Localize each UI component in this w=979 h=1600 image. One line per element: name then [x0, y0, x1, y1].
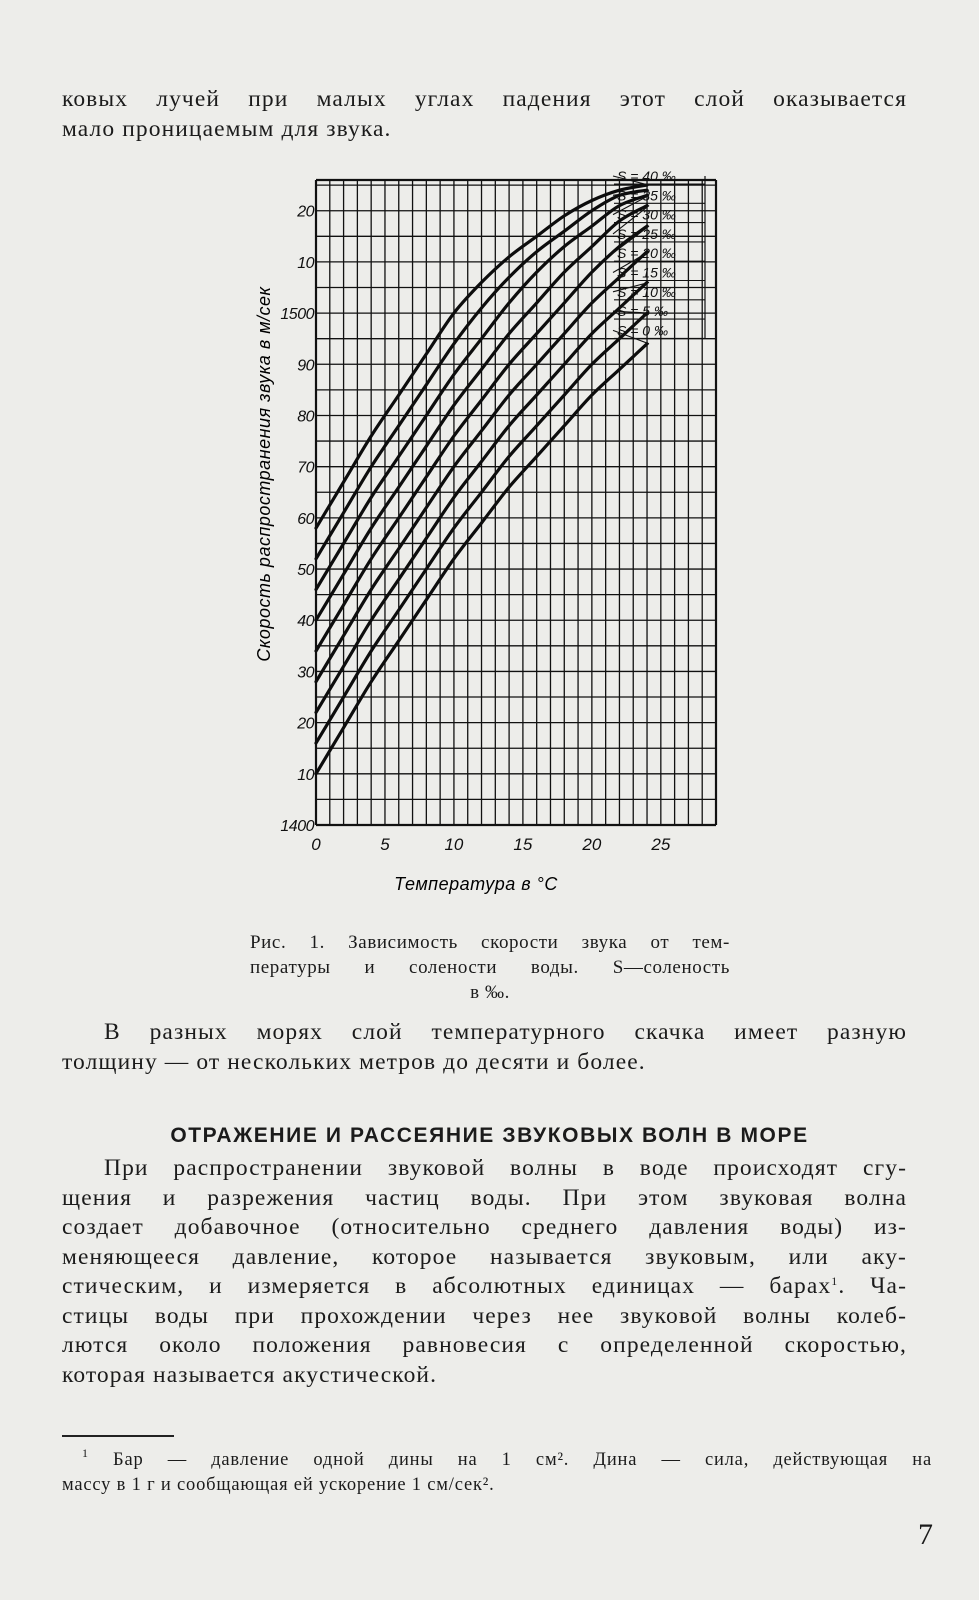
x-tick-label: 10	[444, 835, 464, 854]
y-tick-label: 10	[297, 766, 314, 784]
y-tick-label: 1400	[280, 818, 314, 835]
legend-label: S = 25 ‰	[617, 225, 676, 242]
figure-caption	[250, 930, 730, 1005]
footnote-text: Бар — давление одной дины на 1 см². Дина — сила, действующая на	[113, 1450, 932, 1470]
footnote	[62, 1448, 932, 1498]
y-tick-label: 50	[297, 562, 314, 580]
legend-label: S = 20 ‰	[617, 245, 676, 262]
text-line: меняющееся давление, которое называется звуковым, или аку-	[62, 1243, 907, 1270]
text-line-with-footnote	[62, 1272, 907, 1302]
legend-label: S = 40 ‰	[617, 168, 676, 184]
section-heading: ОТРАЖЕНИЕ И РАССЕЯНИЕ ЗВУКОВЫХ ВОЛН В МОРЕ	[170, 1124, 809, 1147]
text-line: ковых лучей при малых углах падения этот слой оказывается	[62, 86, 907, 112]
y-tick-label: 90	[297, 357, 314, 375]
caption-line: в ‰.	[470, 982, 510, 1003]
footnote-line: массу в 1 г и сообщающая ей ускорение 1 см/сек².	[62, 1475, 495, 1495]
x-tick-label: 20	[582, 835, 602, 854]
text-line: В разных морях слой температурного скачка имеет разную	[104, 1019, 907, 1045]
footnote-ref: 1	[831, 1274, 839, 1288]
legend-label: S = 30 ‰	[617, 206, 676, 223]
legend-label: S = 10 ‰	[617, 283, 676, 300]
legend-label: S = 35 ‰	[617, 187, 676, 204]
y-tick-label: 20	[297, 203, 314, 221]
footnote-divider	[62, 1435, 174, 1437]
legend-label: S = 5 ‰	[617, 303, 668, 320]
x-tick-label: 0	[311, 835, 321, 854]
y-tick-label: 40	[297, 613, 314, 631]
paragraph-3	[62, 1154, 907, 1390]
text-line: При распространении звуковой волны в воде происходят сгу-	[104, 1155, 907, 1181]
text-segment: . Ча-	[838, 1273, 907, 1299]
y-tick-label: 20	[297, 715, 314, 733]
text-line: создает добавочное (относительно среднего давления воды) из-	[62, 1214, 907, 1240]
footnote-line	[62, 1448, 932, 1473]
text-line: мало проницаемым для звука.	[62, 115, 392, 142]
footnote-marker: 1	[82, 1446, 89, 1460]
y-tick-label: 10	[297, 254, 314, 272]
paragraph-2	[62, 1018, 907, 1077]
legend-label: S = 15 ‰	[617, 264, 676, 281]
y-tick-label: 80	[297, 408, 314, 426]
legend-label: S = 0 ‰	[617, 322, 668, 339]
x-tick-label: 15	[513, 835, 533, 854]
y-axis-label: Скорость распространения звука в м/сек	[254, 286, 274, 662]
chart-legend	[613, 168, 705, 344]
text-segment: стическим, и измеряется в абсолютных единицах — барах	[62, 1273, 832, 1299]
text-line: лются около положения равновесия с определенной скоростью,	[62, 1332, 907, 1358]
y-tick-label: 70	[297, 459, 314, 477]
text-line: стицы воды при прохождении через нее звуковой волны колеб-	[62, 1302, 907, 1329]
x-tick-label: 25	[651, 835, 671, 854]
caption-line: Рис. 1. Зависимость скорости звука от тем-	[250, 932, 730, 953]
y-tick-label: 1500	[280, 306, 314, 324]
text-line: которая называется акустической.	[62, 1361, 438, 1388]
x-axis-label: Температура в °С	[394, 874, 558, 894]
y-tick-label: 60	[297, 510, 314, 528]
page-number: 7	[918, 1518, 933, 1551]
y-tick-label: 30	[297, 664, 314, 682]
text-line: щения и разрежения частиц воды. При этом звуковая волна	[62, 1184, 907, 1211]
caption-line: пературы и солености воды. S—соленость	[250, 957, 730, 978]
text-line: толщину — от нескольких метров до десяти и более.	[62, 1048, 646, 1075]
x-tick-label: 5	[380, 835, 390, 854]
